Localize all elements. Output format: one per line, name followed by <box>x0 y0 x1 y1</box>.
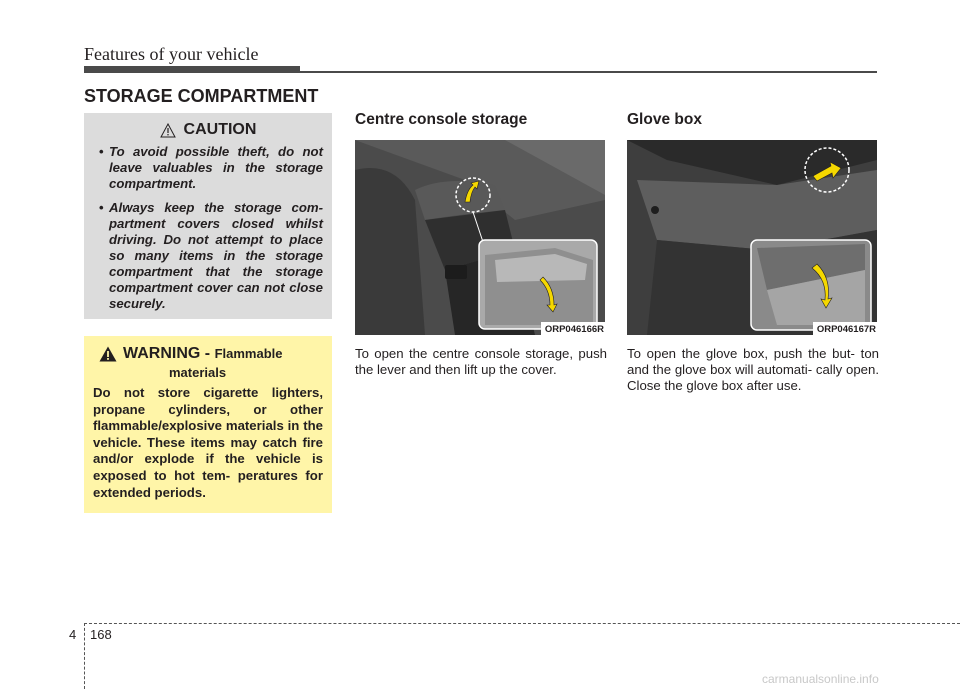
glove-box-image <box>627 140 877 335</box>
section-title: STORAGE COMPARTMENT <box>84 86 319 106</box>
footer-chapter: 4 <box>69 627 77 642</box>
warning-word: WARNING - <box>123 345 211 362</box>
warning-box <box>84 336 332 513</box>
header-bar <box>84 66 300 73</box>
caution-list <box>93 144 323 312</box>
warning-header <box>99 345 323 381</box>
header-title: Features of your vehicle <box>84 44 259 64</box>
centre-console-image-code: ORP046166R <box>541 322 605 335</box>
footer-divider <box>84 623 85 689</box>
warning-body: Do not store cigarette lighters, propane cylinders, or other flammable/explosive materials in the vehicle. These items may catch fire and/or explode if the vehicle is exposed to hot tem- peratures for extended periods. <box>93 385 323 500</box>
centre-console-text: To open the centre console storage, push the lever and then lift up the cover. <box>355 346 607 377</box>
centre-console-image <box>355 140 605 335</box>
caution-title: CAUTION <box>183 121 257 138</box>
caution-box <box>84 113 332 319</box>
glove-box-title: Glove box <box>627 111 702 128</box>
glove-box-text: To open the glove box, push the but- ton and the glove box will automati- cally open. Close the glove box after use. <box>627 346 879 393</box>
warning-subtitle-line2: materials <box>169 365 227 380</box>
warning-triangle-icon <box>99 346 117 362</box>
warning-subtitle-line1: Flammable <box>214 346 283 361</box>
centre-console-title: Centre console storage <box>355 111 528 128</box>
header-rule <box>300 71 877 73</box>
caution-header <box>93 121 323 139</box>
footer-rule <box>84 623 960 624</box>
caution-item: • Always keep the storage com- partment covers closed whilst driving. Do not attempt to place so many items in the storage compartment that the storage compartment cover can not close securely. <box>93 200 323 312</box>
caution-triangle-icon <box>160 123 176 138</box>
glove-box-image-code: ORP046167R <box>813 322 877 335</box>
footer-page-number: 168 <box>90 627 112 642</box>
watermark: carmanualsonline.info <box>762 672 879 686</box>
caution-item: • To avoid possible theft, do not leave valuables in the storage compartment. <box>93 144 323 192</box>
